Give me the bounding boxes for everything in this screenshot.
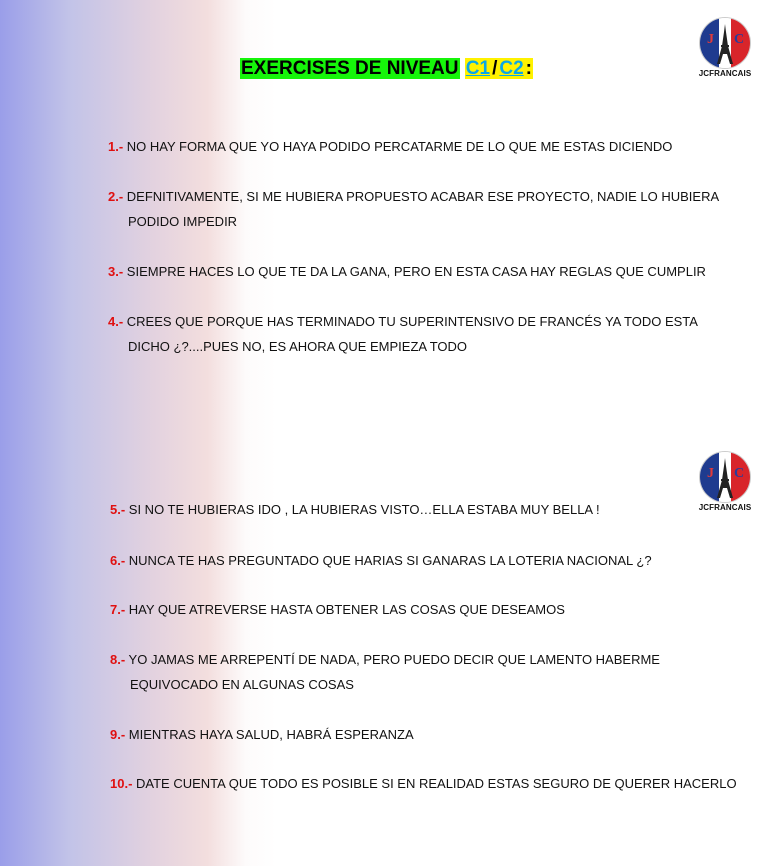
exercise-text: SI NO TE HUBIERAS IDO , LA HUBIERAS VISTO…ELLA ESTABA MUY BELLA ! <box>125 502 600 517</box>
exercise-text-continued: PODIDO IMPEDIR <box>128 214 238 229</box>
exercise-text: HAY QUE ATREVERSE HASTA OBTENER LAS COSAS QUE DESEAMOS <box>125 602 565 617</box>
exercise-number: 8.- <box>110 652 126 667</box>
exercise-number: 9.- <box>110 727 126 742</box>
exercise-text: DEFNITIVAMENTE, SI ME HUBIERA PROPUESTO ACABAR ESE PROYECTO, NADIE LO HUBIERA <box>123 189 720 204</box>
exercise-number: 4.- <box>108 314 124 329</box>
title-level-c1: C1 <box>465 58 491 79</box>
exercise-number: 1.- <box>108 139 124 154</box>
exercise-9 <box>110 722 414 747</box>
logo-letter-c: C <box>734 466 745 481</box>
exercise-1 <box>108 134 672 159</box>
eiffel-tower-icon <box>715 22 735 66</box>
jcfrancais-logo <box>695 452 755 522</box>
logo-brand-text: JCFRANCAIS <box>698 503 752 512</box>
exercise-number: 2.- <box>108 189 124 204</box>
logo-flag-circle <box>700 452 750 502</box>
title-colon: : <box>525 58 532 79</box>
exercise-text: CREES QUE PORQUE HAS TERMINADO TU SUPERINTENSIVO DE FRANCÉS YA TODO ESTA <box>123 314 698 329</box>
exercise-text-continued: EQUIVOCADO EN ALGUNAS COSAS <box>130 677 354 692</box>
exercise-text: NO HAY FORMA QUE YO HAYA PODIDO PERCATARME DE LO QUE ME ESTAS DICIENDO <box>123 139 673 154</box>
page-title <box>240 56 533 81</box>
logo-letter-j: J <box>707 466 714 481</box>
exercise-2 <box>108 184 719 234</box>
exercise-text-continued: DICHO ¿?....PUES NO, ES AHORA QUE EMPIEZA TODO <box>128 339 468 354</box>
exercise-text: MIENTRAS HAYA SALUD, HABRÁ ESPERANZA <box>125 727 414 742</box>
exercise-10 <box>110 771 737 796</box>
exercise-number: 10.- <box>110 776 133 791</box>
exercise-text: SIEMPRE HACES LO QUE TE DA LA GANA, PERO EN ESTA CASA HAY REGLAS QUE CUMPLIR <box>123 264 706 279</box>
exercise-8 <box>110 647 660 697</box>
exercise-text: YO JAMAS ME ARREPENTÍ DE NADA, PERO PUEDO DECIR QUE LAMENTO HABERME <box>125 652 660 667</box>
eiffel-tower-icon <box>715 456 735 500</box>
exercise-5 <box>110 497 600 522</box>
exercise-3 <box>108 259 706 284</box>
title-level-c2: C2 <box>499 58 524 79</box>
exercise-text: DATE CUENTA QUE TODO ES POSIBLE SI EN REALIDAD ESTAS SEGURO DE QUERER HACERLO <box>132 776 737 791</box>
logo-letter-j: J <box>707 32 714 47</box>
logo-brand-text: JCFRANCAIS <box>698 69 752 78</box>
exercise-text: NUNCA TE HAS PREGUNTADO QUE HARIAS SI GANARAS LA LOTERIA NACIONAL ¿? <box>125 553 652 568</box>
exercise-number: 3.- <box>108 264 124 279</box>
title-separator: / <box>492 58 498 79</box>
logo-flag-circle <box>700 18 750 68</box>
exercise-4 <box>108 309 698 359</box>
exercise-7 <box>110 597 565 622</box>
exercise-number: 7.- <box>110 602 126 617</box>
jcfrancais-logo <box>695 18 755 88</box>
logo-letter-c: C <box>734 32 745 47</box>
exercise-6 <box>110 548 652 573</box>
title-main: EXERCISES DE NIVEAU <box>241 58 459 79</box>
exercise-number: 6.- <box>110 553 126 568</box>
exercise-number: 5.- <box>110 502 126 517</box>
